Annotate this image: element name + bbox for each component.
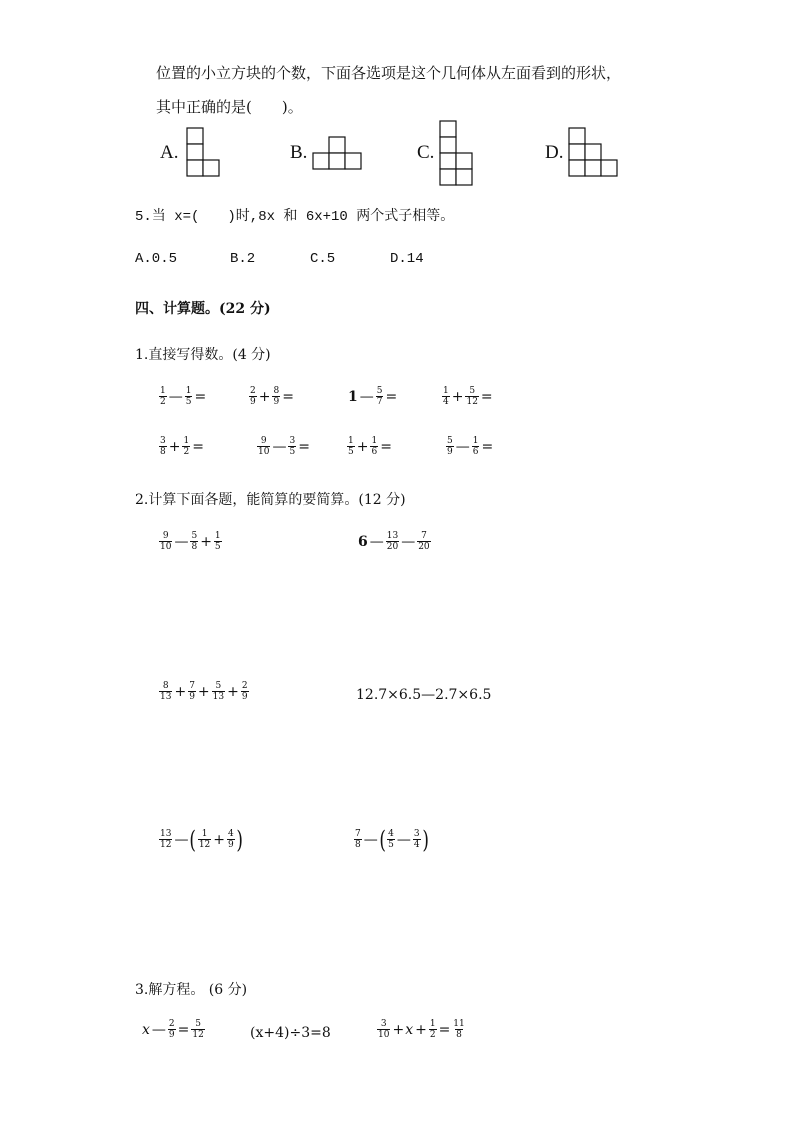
q5-option-b[interactable]: B.2 — [230, 251, 256, 267]
q5-text: 5.当 x=( )时,8x 和 6x+10 两个式子相等。 — [135, 209, 455, 225]
equation-1: x — $\frac{2}{9}$ = $\frac{5}{12}$ — [142, 1019, 204, 1040]
calc-expr-6: $\frac{7}{8}$ — ( $\frac{4}{5}$ — $\frac{3}{4}$ ) — [355, 825, 429, 854]
q4-text-line2: 其中正确的是( )。 — [156, 98, 303, 116]
q4-option-a-label[interactable]: A. — [160, 142, 179, 163]
q4-option-c-label[interactable]: C. — [417, 142, 435, 163]
q4-option-d-label[interactable]: D. — [545, 142, 564, 163]
q4-option-a-shape — [186, 127, 220, 179]
calc-expr-1: $\frac{9}{10}$ — $\frac{5}{8}$ + $\frac{1}{5}$ — [160, 531, 221, 552]
q4-option-b-shape — [312, 136, 363, 172]
equation-3: $\frac{3}{10}$ + x + $\frac{1}{2}$ = $\frac{11}{8}$ — [378, 1019, 465, 1040]
q4-option-d-shape — [568, 127, 620, 179]
q4-option-c-shape — [439, 120, 475, 188]
calc-expr-4: 12.7×6.5—2.7×6.5 — [356, 687, 492, 703]
oral-calc-5: $\frac{3}{8}$ + $\frac{1}{2}$ = — [160, 436, 204, 457]
q5-option-a[interactable]: A.0.5 — [135, 251, 178, 267]
q4-text-line1: 位置的小立方块的个数，下面各选项是这个几何体从左面看到的形状， — [156, 64, 622, 82]
calc-expr-5: $\frac{13}{12}$ — ( $\frac{1}{12}$ + $\frac{4}{9}$ ) — [160, 825, 243, 854]
oral-calc-1: $\frac{1}{2}$ — $\frac{1}{5}$ = — [160, 386, 207, 407]
calc-expr-3: $\frac{8}{13}$ + $\frac{7}{9}$ + $\frac{5}{13}$ + $\frac{2}{9}$ — [160, 681, 248, 702]
q4-option-b-label[interactable]: B. — [290, 142, 308, 163]
oral-calc-4: $\frac{1}{4}$ + $\frac{5}{12}$ = — [443, 386, 493, 407]
part2-title: 2.计算下面各题，能简算的要简算。(12 分) — [135, 492, 406, 508]
q5-option-c[interactable]: C.5 — [310, 251, 336, 267]
q5-option-d[interactable]: D.14 — [390, 251, 424, 267]
oral-calc-7: $\frac{1}{5}$ + $\frac{1}{6}$ = — [348, 436, 392, 457]
oral-calc-2: $\frac{2}{9}$ + $\frac{8}{9}$ = — [250, 386, 294, 407]
oral-calc-8: $\frac{5}{9}$ — $\frac{1}{6}$ = — [447, 436, 494, 457]
equation-2: (x+4)÷3=8 — [250, 1025, 331, 1041]
oral-calc-3: 1 — $\frac{5}{7}$ = — [348, 386, 398, 407]
calc-expr-2: 6 — $\frac{13}{20}$ — $\frac{7}{20}$ — [358, 531, 430, 552]
part3-title: 3.解方程。 (6 分) — [135, 982, 248, 998]
oral-calc-6: $\frac{9}{10}$ — $\frac{3}{5}$ = — [258, 436, 310, 457]
section-title: 四、计算题。(22 分) — [135, 301, 271, 317]
part1-title: 1.直接写得数。(4 分) — [135, 347, 271, 363]
